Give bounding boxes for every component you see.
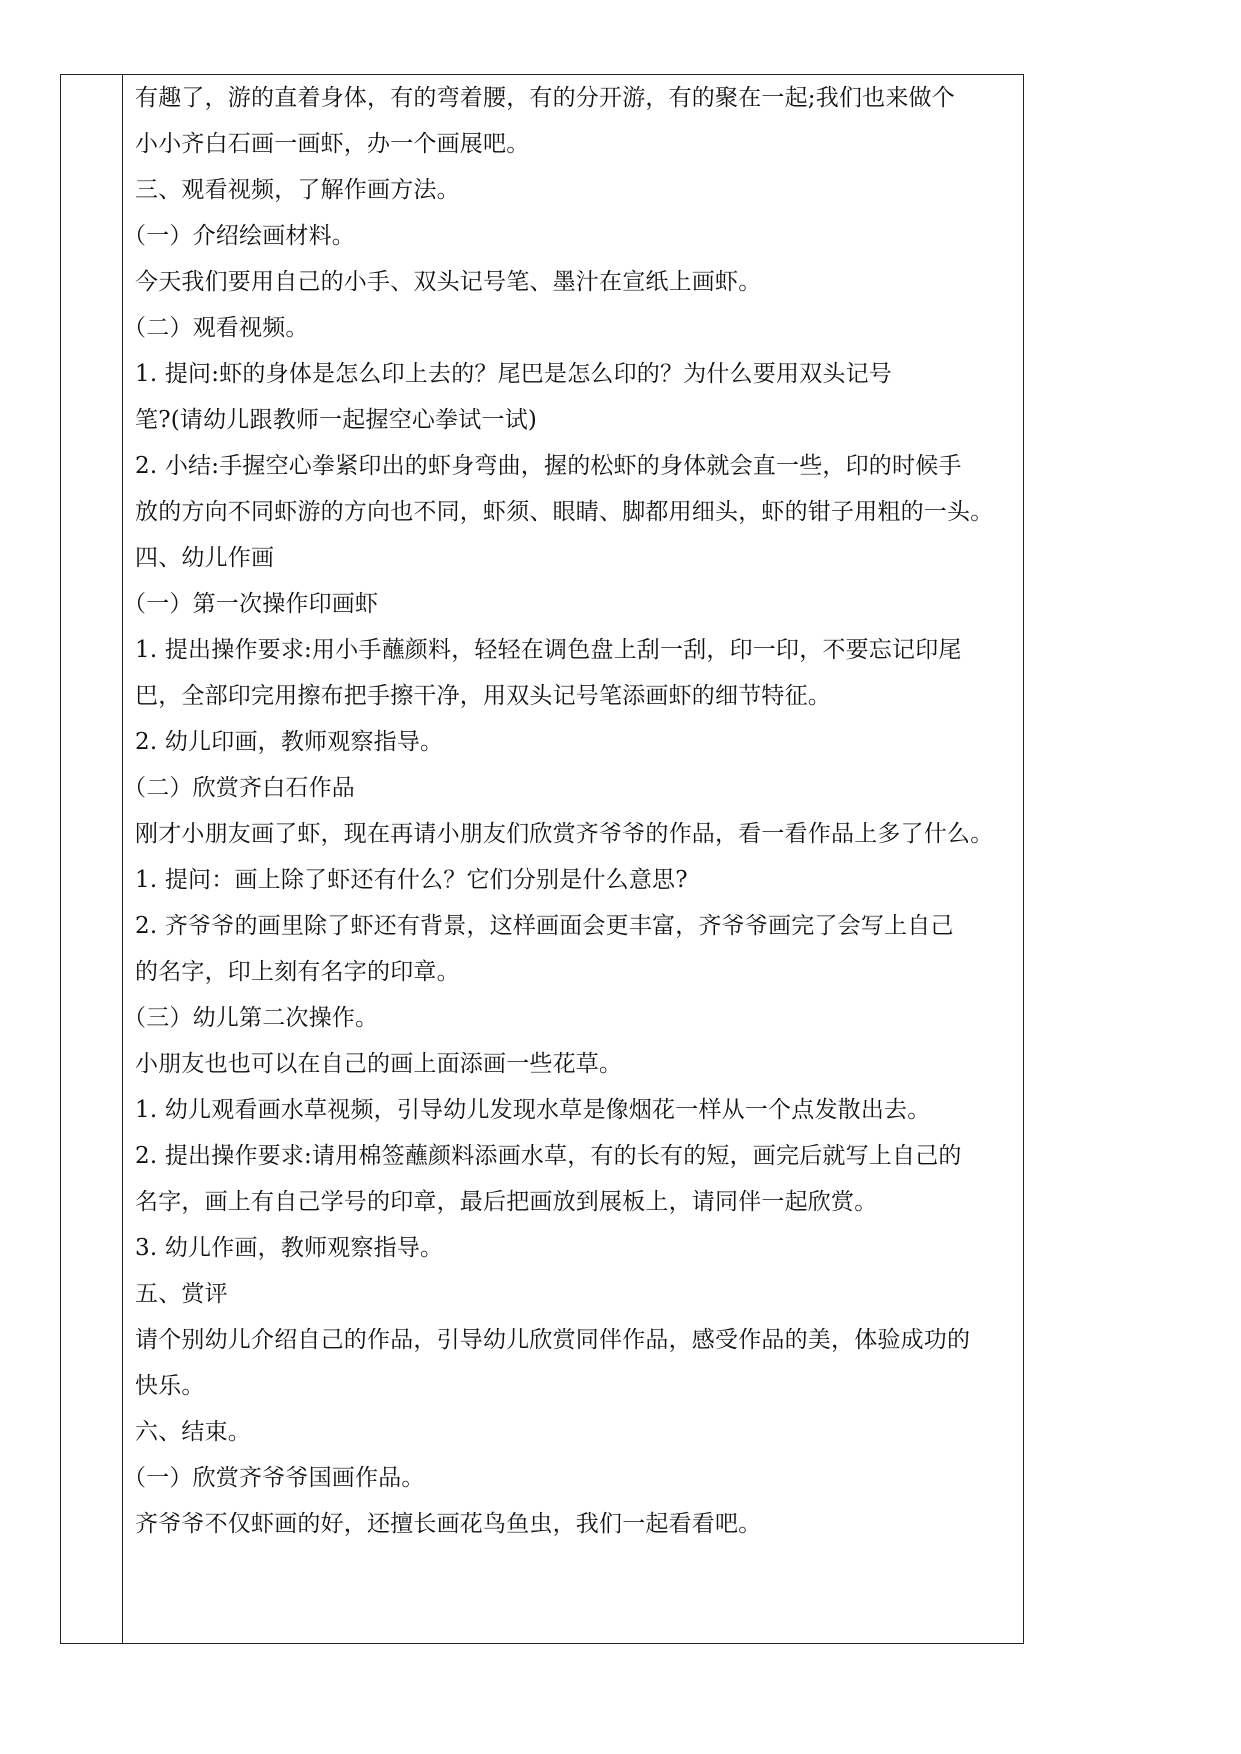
section-heading: 五、赏评 bbox=[135, 1281, 228, 1307]
text-line: 有趣了，游的直着身体，有的弯着腰，有的分开游，有的聚在一起;我们也来做个 bbox=[135, 85, 955, 111]
subsection-heading: （二）欣赏齐白石作品 bbox=[123, 775, 355, 801]
text-line: 3. 幼儿作画，教师观察指导。 bbox=[135, 1235, 444, 1261]
text-line: 1. 提出操作要求:用小手蘸颜料，轻轻在调色盘上刮一刮，印一印，不要忘记印尾 bbox=[135, 637, 962, 663]
text-line: 小小齐白石画一画虾，办一个画展吧。 bbox=[135, 131, 530, 157]
text-line: 放的方向不同虾游的方向也不同，虾须、眼睛、脚都用细头，虾的钳子用粗的一头。 bbox=[135, 499, 994, 525]
text-line: 2. 齐爷爷的画里除了虾还有背景，这样画面会更丰富，齐爷爷画完了会写上自己 bbox=[135, 913, 954, 939]
subsection-heading: （三）幼儿第二次操作。 bbox=[123, 1005, 379, 1031]
subsection-heading: （一）第一次操作印画虾 bbox=[123, 591, 379, 617]
text-line: 笔?(请幼儿跟教师一起握空心拳试一试) bbox=[135, 407, 538, 433]
section-heading: 六、结束。 bbox=[135, 1419, 251, 1445]
subsection-heading: （一）介绍绘画材料。 bbox=[123, 223, 355, 249]
subsection-heading: （一）欣赏齐爷爷国画作品。 bbox=[123, 1465, 425, 1491]
text-line: 名字，画上有自己学号的印章，最后把画放到展板上，请同伴一起欣赏。 bbox=[135, 1189, 878, 1215]
text-line: 小朋友也也可以在自己的画上面添画一些花草。 bbox=[135, 1051, 623, 1077]
text-line: 1. 提问：画上除了虾还有什么？它们分别是什么意思? bbox=[135, 867, 688, 893]
text-line: 刚才小朋友画了虾，现在再请小朋友们欣赏齐爷爷的作品，看一看作品上多了什么。 bbox=[135, 821, 994, 847]
text-line: 齐爷爷不仅虾画的好，还擅长画花鸟鱼虫，我们一起看看吧。 bbox=[135, 1511, 762, 1537]
text-line: 2. 幼儿印画，教师观察指导。 bbox=[135, 729, 444, 755]
label-column bbox=[61, 75, 123, 1643]
subsection-heading: （二）观看视频。 bbox=[123, 315, 309, 341]
section-heading: 三、观看视频，了解作画方法。 bbox=[135, 177, 460, 203]
text-line: 1. 幼儿观看画水草视频，引导幼儿发现水草是像烟花一样从一个点发散出去。 bbox=[135, 1097, 931, 1123]
text-line: 2. 提出操作要求:请用棉签蘸颜料添画水草，有的长有的短，画完后就写上自己的 bbox=[135, 1143, 962, 1169]
text-line: 请个别幼儿介绍自己的作品，引导幼儿欣赏同伴作品，感受作品的美，体验成功的 bbox=[135, 1327, 971, 1353]
text-line: 的名字，印上刻有名字的印章。 bbox=[135, 959, 460, 985]
text-line: 2. 小结:手握空心拳紧印出的虾身弯曲，握的松虾的身体就会直一些，印的时候手 bbox=[135, 453, 962, 479]
text-line: 1. 提问:虾的身体是怎么印上去的？尾巴是怎么印的？为什么要用双头记号 bbox=[135, 361, 893, 387]
text-line: 今天我们要用自己的小手、双头记号笔、墨汁在宣纸上画虾。 bbox=[135, 269, 762, 295]
text-line: 巴，全部印完用擦布把手擦干净，用双头记号笔添画虾的细节特征。 bbox=[135, 683, 831, 709]
lesson-plan-table bbox=[60, 74, 1024, 1644]
content-column bbox=[123, 75, 1023, 1643]
text-line: 快乐。 bbox=[135, 1373, 205, 1399]
section-heading: 四、幼儿作画 bbox=[135, 545, 275, 571]
